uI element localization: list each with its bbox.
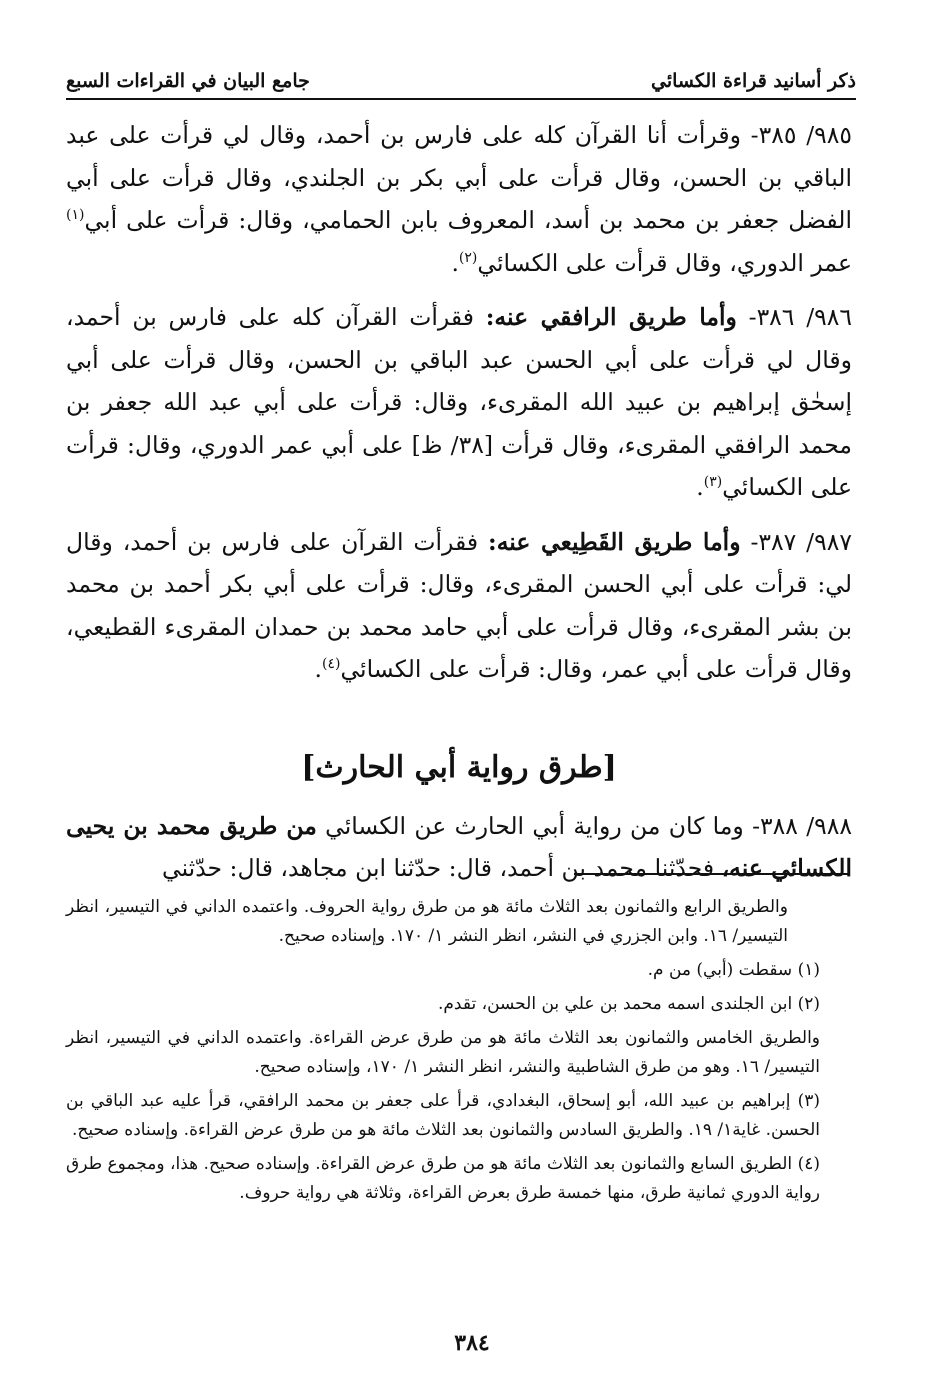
footnote-ref: (٢) bbox=[458, 249, 478, 266]
footnote-intro: والطريق الرابع والثمانون بعد الثلاث مائة هو من طرق رواية الحروف. واعتمده الداني في التيسير، انظر التيسير/ ١٦. وابن الجزري في النشر، انظر النشر ١/ ١٧٠. وإسناده صحيح. bbox=[66, 897, 788, 946]
paragraph-985: ٩٨٥/ ٣٨٥- وقرأت أنا القرآن كله على فارس بن أحمد، وقال لي قرأت على عبد الباقي بن الحسن، وقال قرأت على أبي بكر بن الجلندي، وقال قرأت على أبي الفضل جعفر بن محمد بن أسد، المعروف بابن الحمامي، وقال: قرأت على أبي$^{(١)}$ عمر الدوري، وقال قرأت على الكسائي$^{(٢)}$. bbox=[66, 121, 852, 277]
footnote-ref: (١) bbox=[66, 207, 85, 224]
paragraph-986: ٩٨٦/ ٣٨٦- وأما طريق الرافقي عنه: فقرأت القرآن كله على فارس بن أحمد، وقال لي قرأت على أبي الحسن عبد الباقي بن الحسن، وقال قرأت على أبي إسحٰق إبراهيم بن عبيد الله المقرىء، وقال: قرأت على أبي عبد الله جعفر بن محمد الرافقي المقرىء، وقال قرأت [٣٨/ ظ] على أبي عمر الدوري، وقال: قرأت على الكسائي$^{(٣)}$. bbox=[66, 303, 852, 501]
running-header bbox=[66, 58, 856, 100]
footnote-2-continuation: والطريق الخامس والثمانون بعد الثلاث مائة هو من طرق عرض القراءة. واعتمده الداني في التيسير، انظر التيسير/ ١٦. وهو من طرق الشاطبية والنشر، انظر النشر ١/ ١٧٠، وإسناده صحيح. bbox=[66, 1028, 820, 1077]
footnote-ref: (٣) bbox=[703, 474, 723, 491]
paragraph-987: ٩٨٧/ ٣٨٧- وأما طريق القَطِيعي عنه: فقرأت القرآن على فارس بن أحمد، وقال لي: قرأت على أبي الحسن المقرىء، وقال: قرأت على أبي بكر أحمد بن محمد بن بشر المقرىء، وقال قرأت على أبي حامد محمد بن حمدان المقرىء القطيعي، وقال قرأت على أبي عمر، وقال: قرأت على الكسائي$^{(٤)}$. bbox=[66, 527, 852, 683]
bold-heading: وأما طريق الرافقي عنه: bbox=[485, 303, 737, 331]
section-title: [طرق رواية أبي الحارث] bbox=[301, 749, 617, 785]
footnote-3: (٣) إبراهيم بن عبيد الله، أبو إسحاق، البغدادي، قرأ على جعفر بن محمد الرافقي، قرأ عليه عبد الباقي بن الحسن. غاية١/ ١٩. والطريق السادس والثمانون بعد الثلاث مائة هو من طرق عرض القراءة. وإسناده صحيح. bbox=[66, 1091, 820, 1140]
footnote-4: (٤) الطريق السابع والثمانون بعد الثلاث مائة هو من طرق عرض القراءة. وإسناده صحيح. هذا، ومجموع طرق رواية الدوري ثمانية طرق، منها خمسة طرق بعرض القراءة، وثلاثة هي رواية حروف. bbox=[66, 1154, 820, 1203]
footnote-1: (١) سقطت (أبي) من م. bbox=[647, 960, 820, 980]
footnote-2: (٢) ابن الجلندى اسمه محمد بن علي بن الحسن، تقدم. bbox=[438, 994, 820, 1014]
header-book-title: جامع البيان في القراءات السبع bbox=[66, 70, 310, 92]
page-number: ٣٨٤ bbox=[454, 1330, 490, 1356]
footnote-separator bbox=[574, 873, 850, 875]
header-chapter-title: ذكر أسانيد قراءة الكسائي bbox=[651, 70, 856, 92]
bold-heading: من طريق محمد بن يحيى الكسائي عنه، bbox=[66, 811, 852, 882]
paragraph-988: ٩٨٨/ ٣٨٨- وما كان من رواية أبي الحارث عن الكسائي من طريق محمد بن يحيى الكسائي عنه، فحدّثنا محمد بن أحمد، قال: حدّثنا ابن مجاهد، قال: حدّثني bbox=[66, 811, 853, 882]
footnote-ref: (٤) bbox=[322, 656, 341, 673]
main-text bbox=[66, 114, 852, 902]
footnotes bbox=[66, 893, 820, 1213]
bold-heading: وأما طريق القَطِيعي عنه: bbox=[488, 527, 741, 556]
